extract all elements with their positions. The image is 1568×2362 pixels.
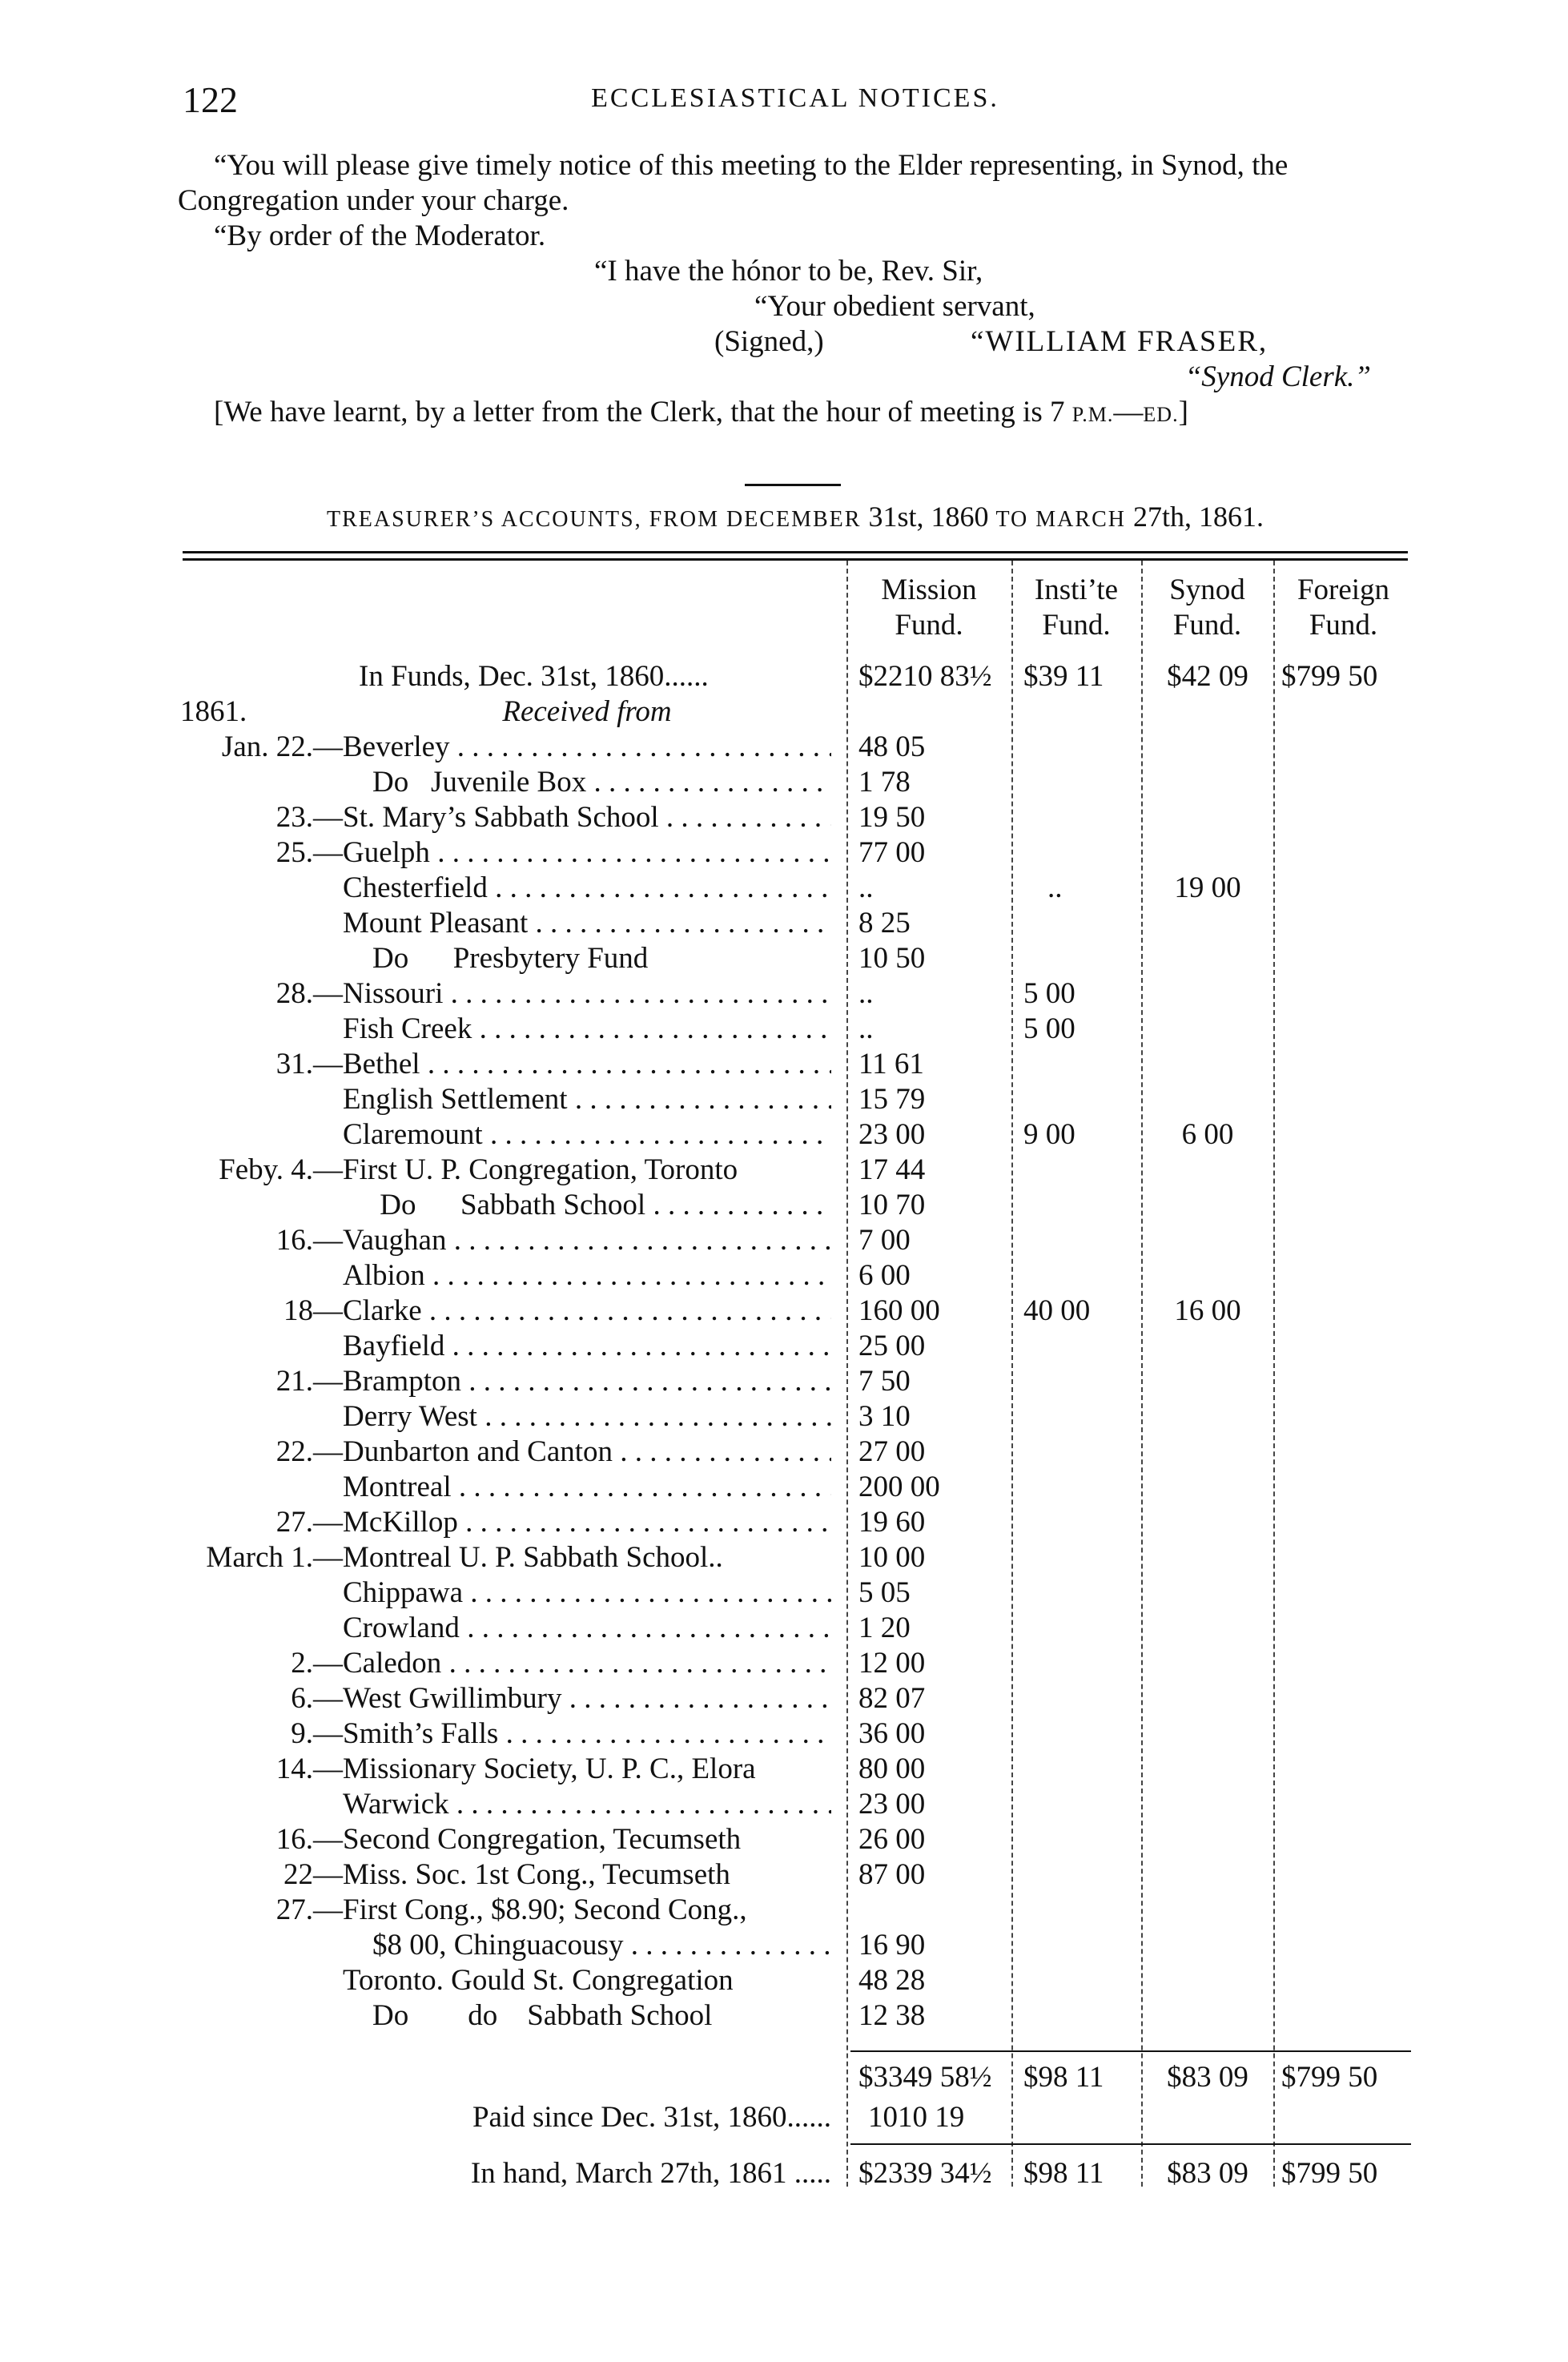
row-mission: 10 70 — [858, 1189, 926, 1221]
row-synod: 19 00 — [1174, 871, 1241, 904]
column-header-line: Fund. — [895, 609, 963, 642]
row-label: Claremount . . . — [343, 1117, 831, 1153]
balance-label: In hand, March 27th, 1861 ..... — [470, 2157, 831, 2190]
row-mission: 3 10 — [858, 1400, 911, 1433]
table-row — [0, 1399, 1568, 1435]
row-label: Crowland . . . — [343, 1611, 831, 1646]
table-row — [0, 694, 1568, 730]
row-mission: 36 00 — [858, 1717, 926, 1750]
paid-mission: 1010 19 — [868, 2101, 965, 2134]
row-date: 25.— — [275, 836, 343, 869]
accounts-title — [183, 500, 1408, 533]
accounts-rows — [0, 659, 1568, 2034]
table-row — [0, 1787, 1568, 1822]
table-row — [0, 1470, 1568, 1505]
row-date: 9.— — [291, 1717, 343, 1750]
row-mission: .. — [858, 1012, 874, 1045]
row-label: Chesterfield . . . — [343, 871, 831, 906]
row-mission: 23 00 — [858, 1118, 926, 1151]
row-mission: 10 50 — [858, 942, 926, 975]
row-date: 22.— — [275, 1435, 343, 1468]
table-row — [0, 1998, 1568, 2034]
row-label: English Settlement . . . — [343, 1082, 831, 1117]
row-mission: 7 00 — [858, 1224, 911, 1257]
row-mission: 19 50 — [858, 801, 926, 834]
table-row — [0, 976, 1568, 1012]
row-label: Derry West . . . — [343, 1399, 831, 1435]
table-row — [0, 1435, 1568, 1470]
table-row — [0, 941, 1568, 976]
section-rule — [745, 484, 841, 486]
row-label: Brampton . . . — [343, 1364, 831, 1399]
row-mission: 7 50 — [858, 1365, 911, 1398]
row-mission: 25 00 — [858, 1330, 926, 1362]
row-institute: 40 00 — [1023, 1294, 1091, 1327]
row-label: Do do Sabbath School — [343, 1999, 713, 2032]
table-row — [0, 1681, 1568, 1716]
row-date: 27.— — [275, 1506, 343, 1539]
row-label: In Funds, Dec. 31st, 1860...... — [359, 660, 709, 693]
row-label: Beverley . . . — [343, 730, 831, 765]
letter-text — [178, 148, 1411, 433]
row-date: 14.— — [275, 1752, 343, 1785]
row-mission: 82 07 — [858, 1682, 926, 1715]
table-row — [0, 1117, 1568, 1153]
table-row — [0, 1294, 1568, 1329]
total-foreign: $799 50 — [1281, 2061, 1378, 2094]
row-date: 22— — [283, 1858, 343, 1891]
row-mission: .. — [858, 977, 874, 1010]
column-header-line: Foreign — [1297, 573, 1390, 606]
running-title: ECCLESIASTICAL NOTICES. — [591, 83, 999, 113]
row-label: Chippawa . . . — [343, 1575, 831, 1611]
row-label: Montreal U. P. Sabbath School.. — [343, 1541, 723, 1574]
row-date: 23.— — [275, 801, 343, 834]
row-label: Miss. Soc. 1st Cong., Tecumseth — [343, 1858, 730, 1891]
row-mission: 19 60 — [858, 1506, 926, 1539]
row-label: West Gwillimbury . . . — [343, 1681, 831, 1716]
row-mission: 80 00 — [858, 1752, 926, 1785]
row-label: Do Sabbath School . . . — [343, 1188, 831, 1223]
table-row — [0, 1012, 1568, 1047]
row-mission: 23 00 — [858, 1788, 926, 1821]
row-mission: 8 25 — [858, 907, 911, 940]
row-label: Montreal . . . — [343, 1470, 831, 1505]
table-row — [0, 1575, 1568, 1611]
row-label: Received from — [502, 695, 672, 728]
table-row — [0, 1188, 1568, 1223]
table-row — [0, 800, 1568, 835]
table-row — [0, 1364, 1568, 1399]
table-row — [0, 1540, 1568, 1575]
column-header-mission — [850, 573, 1007, 643]
total-mission: $3349 58½ — [858, 2061, 992, 2094]
page-number: 122 — [183, 79, 238, 120]
table-row — [0, 1258, 1568, 1294]
row-label: Mount Pleasant . . . — [343, 906, 831, 941]
editor-note — [178, 395, 1411, 433]
letter-closing-line: “I have the hónor to be, Rev. Sir, — [594, 255, 983, 288]
row-label: Nissouri . . . — [343, 976, 831, 1012]
row-label: Vaughan . . . — [343, 1223, 831, 1258]
table-row — [0, 1611, 1568, 1646]
table-top-rule-2 — [183, 558, 1408, 561]
row-date: 28.— — [275, 977, 343, 1010]
row-mission: .. — [858, 871, 874, 904]
row-label: Albion . . . — [343, 1258, 831, 1294]
totals-rule — [850, 2050, 1411, 2052]
column-header-line: Fund. — [1042, 609, 1111, 642]
table-row — [0, 765, 1568, 800]
row-label: Second Congregation, Tecumseth — [343, 1823, 742, 1856]
balance-institute: $98 11 — [1023, 2157, 1104, 2190]
column-header-foreign — [1277, 573, 1409, 643]
row-synod: 16 00 — [1174, 1294, 1241, 1327]
row-mission: 5 05 — [858, 1576, 911, 1609]
row-mission: 48 28 — [858, 1964, 926, 1997]
row-label: First Cong., $8.90; Second Cong., — [343, 1893, 747, 1926]
table-row — [0, 1928, 1568, 1963]
row-date: 16.— — [275, 1823, 343, 1856]
row-date: 21.— — [275, 1365, 343, 1398]
table-row — [0, 1223, 1568, 1258]
row-label: Bethel . . . — [343, 1047, 831, 1082]
table-row — [0, 730, 1568, 765]
table-top-rule — [183, 551, 1408, 553]
row-mission: 1 20 — [858, 1612, 911, 1644]
row-label: Fish Creek . . . — [343, 1012, 831, 1047]
row-foreign: $799 50 — [1281, 660, 1378, 693]
row-mission: 12 38 — [858, 1999, 926, 2032]
row-label: Guelph . . . — [343, 835, 831, 871]
row-mission: 200 00 — [858, 1471, 940, 1503]
row-date: 1861. — [180, 695, 247, 728]
row-date: 27.— — [275, 1893, 343, 1926]
row-label: Toronto. Gould St. Congregation — [343, 1964, 734, 1997]
table-row — [0, 1329, 1568, 1364]
table-row — [0, 1505, 1568, 1540]
editor-note-pm: P.M. — [1071, 403, 1114, 426]
row-date: Jan. 22.— — [221, 730, 343, 763]
row-date: Feby. 4.— — [219, 1153, 343, 1186]
row-mission: 16 90 — [858, 1929, 926, 1962]
letter-paragraph: “You will please give timely notice of this meeting to the Elder representing, in Synod, the Congregation under your charge. — [178, 149, 1289, 217]
accounts-title-caps: TREASURER’S ACCOUNTS, FROM DECEMBER — [327, 507, 862, 532]
balance-foreign: $799 50 — [1281, 2157, 1378, 2190]
row-label: St. Mary’s Sabbath School . . . — [343, 800, 831, 835]
row-label: Caledon . . . — [343, 1646, 831, 1681]
total-institute: $98 11 — [1023, 2061, 1104, 2094]
column-header-institute — [1015, 573, 1137, 643]
row-date: 31.— — [275, 1048, 343, 1080]
row-label: Do Juvenile Box . . . — [343, 765, 831, 800]
row-date: 2.— — [291, 1647, 343, 1680]
table-row — [0, 1047, 1568, 1082]
row-date: 16.— — [275, 1224, 343, 1257]
table-row — [0, 1716, 1568, 1752]
row-mission: 77 00 — [858, 836, 926, 869]
table-row — [0, 1153, 1568, 1188]
paid-label: Paid since Dec. 31st, 1860...... — [472, 2101, 831, 2134]
row-institute: $39 11 — [1023, 660, 1104, 693]
letter-order-line: “By order of the Moderator. — [214, 219, 546, 252]
column-header-synod — [1145, 573, 1269, 643]
editor-note-dash: — — [1113, 396, 1144, 429]
table-row — [0, 871, 1568, 906]
total-synod: $83 09 — [1167, 2061, 1248, 2094]
signatory-title: “Synod Clerk.” — [1184, 360, 1371, 393]
row-label: Dunbarton and Canton . . . — [343, 1435, 831, 1470]
balance-rule — [850, 2143, 1411, 2145]
table-row — [0, 835, 1568, 871]
row-mission: 87 00 — [858, 1858, 926, 1891]
row-mission: 1 78 — [858, 766, 911, 799]
row-institute: .. — [1047, 871, 1063, 904]
table-row — [0, 1893, 1568, 1928]
paid-row — [0, 2100, 1568, 2135]
signed-label: (Signed,) — [714, 325, 824, 358]
row-mission: 48 05 — [858, 730, 926, 763]
table-row — [0, 1822, 1568, 1857]
row-institute: 5 00 — [1023, 1012, 1075, 1045]
row-mission: $2210 83½ — [858, 660, 992, 693]
row-institute: 5 00 — [1023, 977, 1075, 1010]
letter-closing-line-2: “Your obedient servant, — [754, 290, 1035, 323]
column-header-line: Mission — [881, 573, 977, 606]
row-label: Missionary Society, U. P. C., Elora — [343, 1752, 756, 1785]
accounts-title-date2: 27th, 1861. — [1132, 501, 1264, 533]
row-synod: $42 09 — [1167, 660, 1248, 693]
balance-row — [0, 2156, 1568, 2191]
balance-mission: $2339 34½ — [858, 2157, 992, 2190]
row-label: $8 00, Chinguacousy . . . — [343, 1928, 831, 1963]
column-header-line: Fund. — [1172, 609, 1242, 642]
column-header-line: Fund. — [1309, 609, 1378, 642]
row-date: March 1.— — [206, 1541, 343, 1574]
table-row — [0, 1752, 1568, 1787]
row-label: First U. P. Congregation, Toronto — [343, 1153, 738, 1186]
table-row — [0, 1082, 1568, 1117]
row-mission: 17 44 — [858, 1153, 926, 1186]
table-row — [0, 906, 1568, 941]
row-mission: 160 00 — [858, 1294, 940, 1327]
running-head — [183, 78, 1408, 127]
row-label: McKillop . . . — [343, 1505, 831, 1540]
row-label: Clarke . . . — [343, 1294, 831, 1329]
accounts-title-date1: 31st, 1860 — [868, 501, 989, 533]
row-label: Bayfield . . . — [343, 1329, 831, 1364]
table-row — [0, 1963, 1568, 1998]
table-row — [0, 1857, 1568, 1893]
row-label: Smith’s Falls . . . — [343, 1716, 831, 1752]
row-label: Warwick . . . — [343, 1787, 831, 1822]
row-mission: 26 00 — [858, 1823, 926, 1856]
row-date: 6.— — [291, 1682, 343, 1715]
editor-note-close: ] — [1178, 396, 1188, 429]
signatory-name: “WILLIAM FRASER, — [971, 325, 1268, 358]
row-mission: 11 61 — [858, 1048, 924, 1080]
totals-row — [0, 2060, 1568, 2095]
column-header-line: Synod — [1169, 573, 1245, 606]
balance-synod: $83 09 — [1167, 2157, 1248, 2190]
row-mission: 15 79 — [858, 1083, 926, 1116]
editor-note-text: [We have learnt, by a letter from the Clerk, that the hour of meeting is 7 — [214, 396, 1065, 429]
editor-note-ed: ED. — [1143, 403, 1179, 426]
accounts-title-to: TO MARCH — [995, 507, 1126, 532]
row-label: Do Presbytery Fund — [343, 942, 649, 975]
row-date: 18— — [283, 1294, 343, 1327]
signature-line — [178, 324, 1411, 360]
row-synod: 6 00 — [1181, 1118, 1234, 1151]
table-row — [0, 1646, 1568, 1681]
row-mission: 12 00 — [858, 1647, 926, 1680]
row-institute: 9 00 — [1023, 1118, 1075, 1151]
table-row — [0, 659, 1568, 694]
column-header-line: Insti’te — [1034, 573, 1119, 606]
row-mission: 27 00 — [858, 1435, 926, 1468]
row-mission: 10 00 — [858, 1541, 926, 1574]
row-mission: 6 00 — [858, 1259, 911, 1292]
